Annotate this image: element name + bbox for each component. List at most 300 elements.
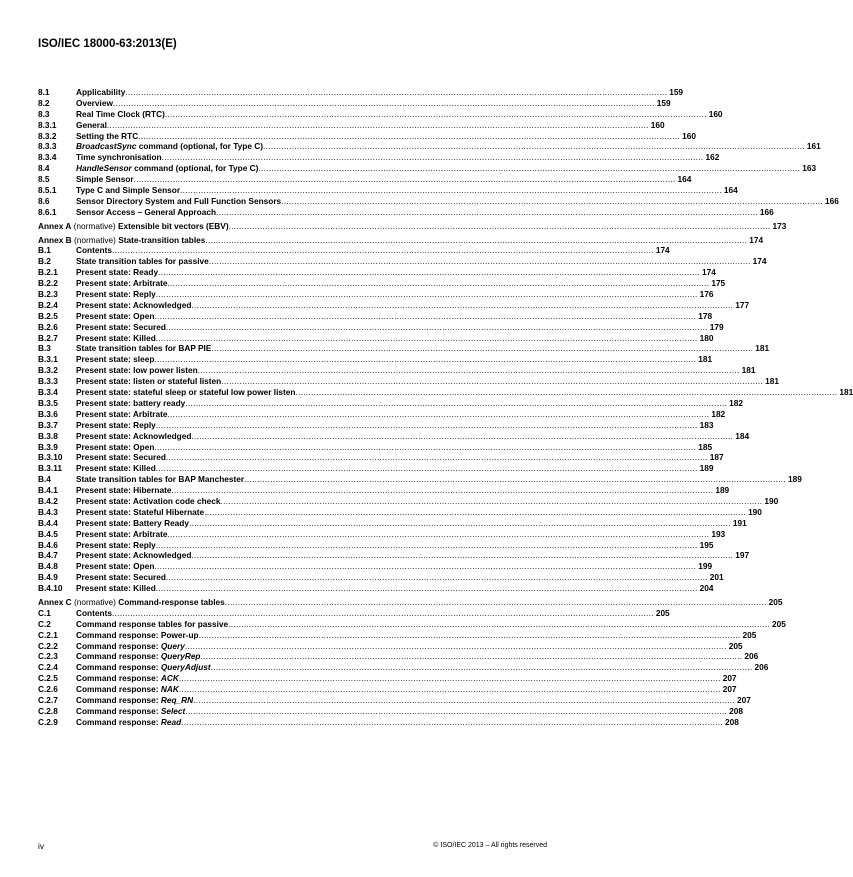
leader-dots [112,245,654,256]
toc-entry-title [76,619,228,630]
toc-entry-page: 204 [699,583,714,594]
toc-entry-italic: BroadcastSync [76,141,137,152]
toc-entry-number: B.4.8 [38,561,58,572]
toc-entry-title [76,87,125,98]
toc-entry[interactable] [38,278,726,289]
toc-entry-title [76,485,171,496]
toc-entry-page: 176 [699,289,714,300]
leader-dots [154,354,696,365]
toc-entry[interactable] [38,245,670,256]
toc-entry-title [76,507,204,518]
toc-entry[interactable] [38,430,750,442]
toc-entry-number: B.3.4 [38,387,58,398]
leader-dots [263,141,805,152]
leader-dots [113,98,655,109]
toc-entry-text: Present state: Secured [76,321,166,332]
copyright-notice: © ISO/IEC 2013 – All rights reserved [433,842,547,849]
toc-entry-title [76,496,220,507]
toc-entry[interactable] [38,561,713,572]
toc-entry-text: Present state: Battery Ready [76,517,189,528]
toc-entry-page: 189 [788,474,802,485]
toc-entry-text: Real Time Clock (RTC) [76,108,165,119]
toc-entry-page: 207 [737,694,751,705]
toc-entry-text: Setting the RTC [76,130,139,141]
toc-entry-number: C.1 [38,607,51,618]
toc-entry-title [76,641,185,652]
toc-entry-text: Present state: Reply [76,539,156,550]
document-header: ISO/IEC 18000-63:2013(E) [38,38,177,50]
toc-entry-text: Command response: [76,705,161,716]
toc-entry-page: 208 [725,716,739,727]
toc-entry[interactable] [38,607,670,619]
toc-entry-number: B.2 [38,256,51,267]
toc-entry-page: 205 [772,618,786,629]
leader-dots [205,235,747,246]
toc-entry-italic: Query [160,640,185,651]
toc-entry-page: 189 [715,485,730,496]
toc-entry-title [76,518,189,529]
toc-entry-text: Present state: Hibernate [76,485,172,496]
toc-entry-title [76,245,112,256]
toc-entry[interactable] [38,332,714,344]
toc-entry[interactable] [38,397,744,409]
toc-entry[interactable] [38,97,671,109]
leader-dots [225,597,767,608]
toc-entry-number: B.4.6 [38,539,58,550]
toc-entry-text: Present state: Acknowledged [76,430,192,441]
toc-entry-title [76,354,154,365]
toc-entry-number: B.3.7 [38,419,58,430]
toc-entry-text: Present state: Stateful Hibernate [76,506,205,517]
toc-entry-text: Present state: Arbitrate [76,528,168,539]
toc-entry[interactable] [38,152,720,163]
toc-entry-title [76,529,167,540]
leader-dots [191,300,733,311]
toc-entry[interactable] [38,174,692,185]
toc-entry-title [76,300,191,311]
toc-entry-number: B.2.5 [38,310,58,321]
leader-dots [166,452,708,463]
toc-entry[interactable] [38,694,751,706]
toc-entry[interactable] [38,495,779,507]
toc-entry-number: B.2.7 [38,332,58,343]
toc-entry-page: 207 [722,673,737,684]
toc-entry[interactable] [38,506,762,518]
toc-entry-text: Sensor Access – General Approach [76,206,217,217]
toc-entry-number: 8.4 [38,163,50,174]
toc-entry-number: 8.3.3 [38,141,57,152]
toc-entry-page: 174 [749,234,764,245]
toc-entry[interactable] [38,618,786,630]
leader-dots [201,651,743,662]
leader-dots [180,185,722,196]
toc-annex-entry[interactable] [38,596,783,608]
leader-dots [158,267,700,278]
toc-entry-text: Present state: Open [76,561,155,572]
toc-entry-page: 181 [741,365,756,376]
toc-entry-text: Simple Sensor [76,174,134,185]
toc-entry[interactable] [38,185,738,196]
leader-dots [220,496,762,507]
toc-entry-text: Command response tables for passive [76,618,229,629]
toc-entry-title [76,442,154,453]
toc-entry-title [76,684,179,695]
toc-entry[interactable] [38,662,769,673]
toc-entry-text: command (optional, for Type C) [131,163,259,174]
leader-dots [185,641,727,652]
toc-entry-page: 206 [754,662,769,673]
toc-entry-text: Present state: Activation code check [76,495,221,506]
toc-entry-title [76,662,211,673]
leader-dots [211,343,753,354]
leader-dots [191,431,733,442]
toc-entry-number: B.3.1 [38,354,58,365]
toc-entry-title [76,409,167,420]
toc-entry-text: Present state: battery ready [76,397,186,408]
toc-entry-title [76,343,211,354]
toc-entry-title [76,673,179,684]
toc-entry[interactable] [38,87,684,98]
toc-entry-title [76,550,191,561]
toc-entry-number: 8.5.1 [38,185,57,196]
toc-entry[interactable] [38,419,714,431]
leader-dots [258,163,800,174]
toc-entry-italic: NAK [160,684,179,695]
toc-entry-number: 8.3.4 [38,152,57,163]
toc-entry-number: 8.3 [38,108,50,119]
toc-entry[interactable] [38,550,750,561]
toc-entry[interactable] [38,474,802,485]
toc-entry[interactable] [38,463,714,474]
toc-entry-page: 163 [802,163,817,174]
toc-entry[interactable] [38,310,713,322]
toc-entry-number: C.2.2 [38,640,58,651]
toc-entry-text: Command response: [76,673,161,684]
toc-entry-title [76,185,180,196]
toc-entry-title [76,278,167,289]
leader-dots [162,152,704,163]
toc-entry-title [76,717,181,728]
toc-entry-title [76,706,185,717]
leader-dots [209,256,751,267]
leader-dots [154,311,696,322]
toc-entry[interactable] [38,267,716,278]
toc-entry-title [76,540,156,551]
toc-entry-number: B.2.6 [38,321,58,332]
toc-entry-text: Contents [76,607,112,618]
toc-entry-number: C.2 [38,618,51,629]
toc-entry-page: 179 [709,321,724,332]
toc-entry-number: C.2.7 [38,694,58,705]
toc-entry-title [76,256,209,267]
toc-entry-text: Present state: Secured [76,452,166,463]
leader-dots [216,207,758,218]
toc-entry-text: Contents [76,245,112,256]
toc-entry-italic: Read [160,716,182,727]
toc-entry-title [76,120,107,131]
toc-entry-page: 160 [650,119,665,130]
toc-entry[interactable] [38,195,839,207]
toc-entry[interactable] [38,141,821,152]
toc-entry-page: 177 [735,299,750,310]
toc-entry-number: B.4.5 [38,528,58,539]
toc-entry-page: 162 [705,152,720,163]
leader-dots [166,322,708,333]
toc-entry[interactable] [38,452,724,463]
toc-entry-italic: HandleSensor [76,163,132,174]
toc-entry-title [76,98,113,109]
toc-entry-number: B.3 [38,343,51,354]
toc-entry-page: 205 [742,629,757,640]
toc-entry-page: 205 [728,640,743,651]
toc-entry-page: 159 [656,97,671,108]
toc-entry-text: Present state: listen or stateful listen [76,376,222,387]
leader-dots [138,131,680,142]
toc-entry[interactable] [38,684,737,695]
leader-dots [198,365,740,376]
toc-entry-number: B.3.8 [38,430,58,441]
toc-entry-text: Command response: Power-up [76,629,199,640]
toc-entry[interactable] [38,321,724,333]
toc-entry[interactable] [38,583,714,594]
leader-dots [107,120,649,131]
toc-entry-text: Present state: Acknowledged [76,550,192,561]
leader-dots [181,717,723,728]
toc-entry[interactable] [38,640,743,652]
toc-entry-text: Present state: Secured [76,572,166,583]
toc-entry-page: 195 [699,539,714,550]
toc-entry-title [76,376,221,387]
toc-entry-number: B.3.3 [38,376,58,387]
leader-dots [199,630,741,641]
toc-entry[interactable] [38,163,817,174]
toc-entry-title [76,583,156,594]
toc-entry-page: 182 [711,408,726,419]
toc-entry-page: 206 [744,651,759,662]
toc-entry[interactable] [38,206,774,218]
toc-entry-title [76,420,156,431]
toc-entry-page: 164 [677,174,692,185]
toc-entry-text: Applicability [76,87,126,97]
toc-entry-title [76,109,165,120]
toc-entry-number: B.4.1 [38,485,58,496]
toc-entry-title [76,572,166,583]
toc-entry-page: 197 [735,550,750,561]
toc-entry-number: B.2.1 [38,267,58,278]
toc-entry-number: B.4 [38,474,51,485]
toc-entry[interactable] [38,343,770,354]
leader-dots [171,485,713,496]
toc-entry-text: Present state: Arbitrate [76,408,168,419]
toc-entry-title [38,221,229,232]
toc-entry-page: 181 [698,354,713,365]
toc-entry-page: 181 [765,376,779,387]
toc-entry-title [76,289,156,300]
toc-entry-text: Type C and Simple Sensor [76,185,181,196]
leader-dots [156,540,698,551]
toc-entry-number: B.4.3 [38,506,58,517]
leader-dots [185,706,727,717]
toc-entry-page: 160 [708,108,723,119]
annex-title: Extensible bit vectors (EBV) [117,220,229,231]
toc-entry-text: Present state: Killed [76,463,156,474]
toc-entry-text: Command response: [76,662,161,673]
toc-entry-text: Command response: [76,716,161,727]
annex-normative: (normative) [71,596,119,607]
toc-entry-page: 199 [698,561,713,572]
toc-entry-page: 174 [752,256,767,267]
toc-entry-page: 178 [698,310,713,321]
toc-entry-page: 166 [759,206,774,217]
toc-entry-title [76,131,138,142]
toc-entry-italic: ACK [160,673,179,684]
toc-entry-number: C.2.4 [38,662,58,673]
toc-entry-page: 205 [655,607,670,618]
toc-entry-number: B.4.9 [38,572,58,583]
toc-entry-title [38,597,225,608]
toc-entry[interactable] [38,517,747,529]
toc-entry-text: Present state: stateful sleep or stateful low power listen [76,387,296,398]
toc-entry-title [76,322,166,333]
toc-entry[interactable] [38,705,744,717]
toc-entry-title [76,174,134,185]
toc-entry-text: Time synchronisation [76,152,162,163]
toc-entry-page: 174 [655,245,670,256]
toc-entry[interactable] [38,289,714,300]
toc-entry-page: 207 [722,684,737,695]
leader-dots [156,463,698,474]
page-number: iv [38,841,44,851]
leader-dots [204,507,746,518]
toc-entry[interactable] [38,108,723,120]
leader-dots [179,684,721,695]
leader-dots [112,608,654,619]
toc-entry-number: C.2.8 [38,705,58,716]
toc-entry[interactable] [38,716,739,728]
leader-dots [156,333,698,344]
toc-entry-text: Command response: [76,694,161,705]
toc-entry-page: 190 [748,506,762,517]
toc-entry-text: Present state: Open [76,310,155,321]
toc-entry-title [76,365,198,376]
toc-entry-title [76,463,156,474]
toc-annex-entry[interactable] [38,220,787,232]
toc-entry-title [76,311,154,322]
leader-dots [156,420,698,431]
toc-entry[interactable] [38,629,757,641]
toc-entry-number: C.2.3 [38,651,58,662]
toc-entry[interactable] [38,528,726,540]
toc-entry[interactable] [38,365,756,376]
leader-dots [191,550,733,561]
toc-entry[interactable] [38,256,767,267]
toc-entry-page: 205 [768,596,783,607]
toc-entry-page: 164 [723,185,738,196]
toc-entry-page: 175 [711,278,726,289]
toc-entry-italic: QueryAdjust [160,662,211,673]
leader-dots [125,87,667,98]
toc-entry-page: 191 [732,517,747,528]
toc-entry[interactable] [38,119,665,131]
leader-dots [166,572,708,583]
toc-entry-text: Present state: Arbitrate [76,278,168,289]
leader-dots [167,278,709,289]
toc-entry-number: B.2.3 [38,289,58,300]
toc-entry-title [76,387,295,398]
toc-entry-number: B.2.4 [38,299,58,310]
toc-entry[interactable] [38,130,696,142]
toc-entry-text: Present state: sleep [76,354,155,365]
toc-entry-text: Present state: low power listen [76,365,198,376]
toc-entry-title [76,398,185,409]
toc-entry-page: 201 [709,572,724,583]
toc-entry-number: 8.3.2 [38,130,57,141]
toc-entry[interactable] [38,354,713,365]
toc-entry-page: 208 [729,705,744,716]
toc-entry[interactable] [38,485,730,496]
annex-label: Annex A [38,220,72,231]
annex-label: Annex C [38,596,72,607]
toc-entry[interactable] [38,572,724,583]
toc-entry-title [76,267,158,278]
leader-dots [154,442,696,453]
toc-entry-number: 8.2 [38,97,50,108]
toc-entry[interactable] [38,387,853,398]
leader-dots [228,619,770,630]
leader-dots [156,583,698,594]
toc-entry-text: Present state: Reply [76,419,156,430]
toc-entry-number: C.2.5 [38,673,58,684]
toc-entry[interactable] [38,673,737,684]
toc-entry[interactable] [38,299,750,311]
annex-title: Command-response tables [118,596,225,607]
annex-normative: (normative) [71,234,119,245]
toc-entry-text: Present state: Reply [76,289,156,300]
leader-dots [211,662,753,673]
toc-entry-page: 161 [806,141,821,152]
toc-entry-text: Present state: Acknowledged [76,299,192,310]
toc-entry-title [76,651,201,662]
toc-entry-page: 159 [669,87,684,97]
toc-entry[interactable] [38,651,759,662]
table-of-contents [38,87,853,728]
toc-entry-text: State transition tables for BAP PIE [76,343,212,354]
toc-entry[interactable] [38,441,713,453]
toc-entry[interactable] [38,539,714,551]
leader-dots [185,398,727,409]
toc-entry-italic: Req_RN [160,694,194,705]
toc-annex-entry[interactable] [38,234,764,246]
toc-entry-page: 160 [682,130,696,141]
leader-dots [189,518,731,529]
leader-dots [221,376,763,387]
leader-dots [134,174,676,185]
leader-dots [281,196,823,207]
leader-dots [179,673,721,684]
toc-entry-title [76,196,281,207]
toc-entry-number: 8.5 [38,174,50,185]
leader-dots [244,474,786,485]
toc-entry-italic: QueryRep [160,651,201,662]
toc-entry-page: 182 [729,397,744,408]
toc-entry-page: 181 [755,343,770,354]
toc-entry[interactable] [38,408,726,420]
toc-entry-text: Present state: Killed [76,332,156,343]
toc-entry[interactable] [38,376,779,387]
toc-entry-text: Command response: [76,684,161,695]
toc-entry-page: 181 [839,387,853,398]
leader-dots [156,289,698,300]
